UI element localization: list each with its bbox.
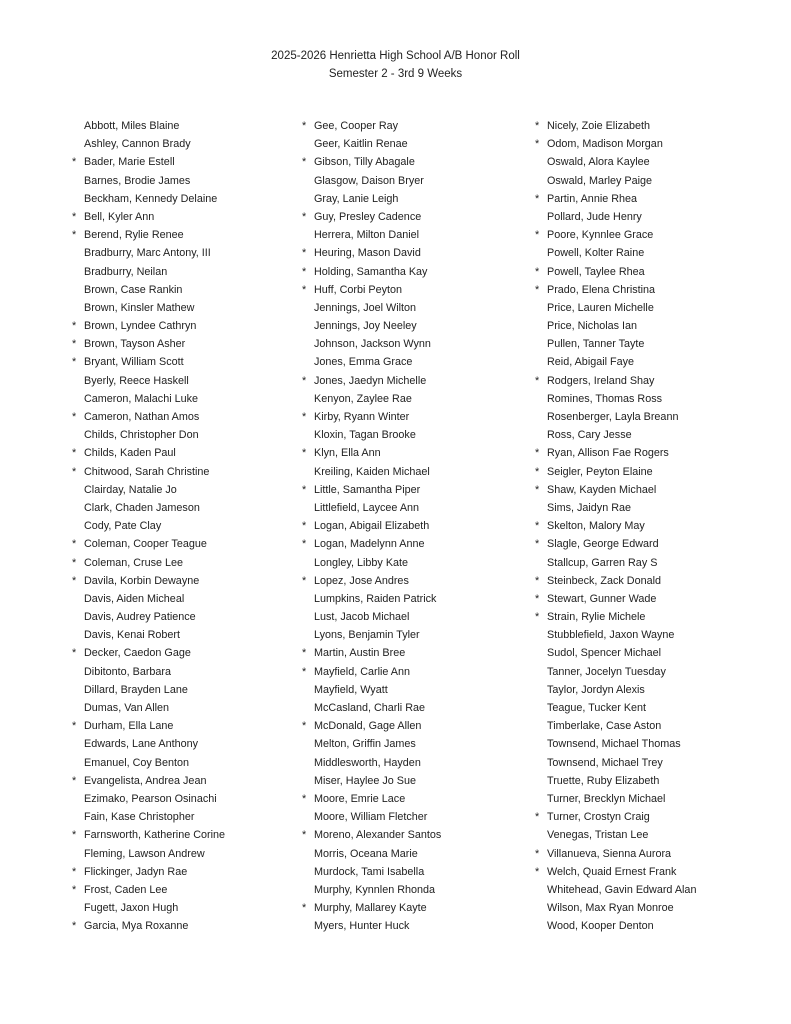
student-name: Ashley, Cannon Brady [84, 138, 191, 151]
student-name: Logan, Madelynn Anne [314, 538, 425, 551]
student-name: Murphy, Mallarey Kayte [314, 902, 427, 915]
honor-marker: * [302, 483, 307, 496]
student-name: Villanueva, Sienna Aurora [547, 847, 672, 860]
honor-marker: * [72, 774, 77, 787]
honor-marker: * [302, 283, 307, 296]
honor-marker: * [72, 883, 77, 896]
honor-marker: * [72, 556, 77, 569]
student-name: Dibitonto, Barbara [84, 665, 172, 678]
student-name: Venegas, Tristan Lee [547, 829, 649, 842]
student-name: Pollard, Jude Henry [547, 210, 642, 223]
student-name: Rosenberger, Layla Breann [547, 411, 679, 423]
honor-marker: * [72, 229, 77, 242]
document-subtitle: Semester 2 - 3rd 9 Weeks [328, 68, 463, 80]
honor-marker: * [535, 847, 540, 860]
honor-marker: * [302, 265, 307, 278]
honor-marker: * [535, 611, 540, 624]
student-name: Jennings, Joel Wilton [314, 301, 417, 314]
student-name: Cameron, Nathan Amos [84, 411, 200, 423]
student-name: Clark, Chaden Jameson [84, 501, 200, 514]
honor-marker: * [72, 465, 77, 478]
honor-marker: * [535, 283, 540, 296]
student-name: Stallcup, Garren Ray S [547, 556, 658, 569]
student-name: Little, Samantha Piper [314, 483, 421, 496]
honor-marker: * [302, 665, 307, 678]
honor-marker: * [72, 829, 77, 842]
student-name: Lopez, Jose Andres [314, 574, 409, 587]
student-name: Strain, Rylie Michele [547, 611, 646, 624]
student-name: Oswald, Marley Paige [547, 174, 653, 187]
student-name: Prado, Elena Christina [547, 283, 656, 296]
student-name: Stewart, Gunner Wade [547, 592, 657, 605]
student-name: Longley, Libby Kate [314, 556, 409, 569]
student-name: Bryant, William Scott [84, 356, 184, 369]
honor-marker: * [72, 338, 77, 351]
honor-marker: * [535, 811, 540, 824]
honor-marker: * [302, 829, 307, 842]
student-name: Childs, Christopher Don [84, 429, 199, 442]
student-name: Guy, Presley Cadence [314, 210, 422, 223]
student-name: Emanuel, Coy Benton [84, 756, 190, 769]
student-name: Ezimako, Pearson Osinachi [84, 792, 217, 805]
student-name: Middlesworth, Hayden [314, 756, 421, 769]
honor-marker: * [535, 538, 540, 551]
student-name: Shaw, Kayden Michael [547, 483, 657, 496]
student-name: Reid, Abigail Faye [547, 356, 635, 369]
student-name: Mayfield, Carlie Ann [314, 665, 411, 678]
student-name: Welch, Quaid Ernest Frank [547, 865, 677, 878]
student-name: Miser, Haylee Jo Sue [314, 774, 417, 787]
student-name: Beckham, Kennedy Delaine [84, 192, 218, 205]
student-name: Melton, Griffin James [314, 738, 416, 751]
student-name: Townsend, Michael Trey [547, 756, 663, 769]
student-name: Bell, Kyler Ann [84, 210, 155, 223]
student-name: Morris, Oceana Marie [314, 847, 418, 860]
student-name: Brown, Tayson Asher [84, 338, 186, 351]
student-name: Powell, Kolter Raine [547, 247, 645, 260]
student-name: Lyons, Benjamin Tyler [314, 629, 420, 642]
student-name: McCasland, Charli Rae [314, 702, 426, 714]
honor-marker: * [302, 720, 307, 733]
student-name: Barnes, Brodie James [84, 174, 191, 187]
student-name: Bradburry, Marc Antony, III [84, 247, 211, 260]
student-name: Poore, Kynnlee Grace [547, 229, 654, 242]
student-name: Sudol, Spencer Michael [547, 647, 662, 660]
student-name: Skelton, Malory May [547, 520, 645, 533]
document-header [0, 47, 791, 83]
student-name: Davis, Audrey Patience [84, 611, 196, 624]
student-name: Gibson, Tilly Abagale [314, 156, 415, 169]
student-name: Moore, Emrie Lace [314, 792, 406, 805]
honor-marker: * [72, 720, 77, 733]
student-name: Lumpkins, Raiden Patrick [314, 592, 437, 605]
student-name: Farnsworth, Katherine Corine [84, 829, 226, 842]
student-name: Sims, Jaidyn Rae [547, 501, 632, 514]
student-name: Fugett, Jaxon Hugh [84, 902, 179, 915]
student-name: Jones, Emma Grace [314, 356, 413, 369]
student-name: Wood, Kooper Denton [547, 920, 654, 933]
student-name: Steinbeck, Zack Donald [547, 574, 662, 587]
student-name: Edwards, Lane Anthony [84, 738, 199, 751]
student-name: Brown, Kinsler Mathew [84, 301, 195, 314]
student-name: Holding, Samantha Kay [314, 265, 428, 278]
student-name: Jones, Jaedyn Michelle [314, 374, 427, 387]
honor-marker: * [535, 465, 540, 478]
student-name: Wilson, Max Ryan Monroe [547, 902, 674, 915]
student-name: Oswald, Alora Kaylee [547, 156, 650, 169]
student-name: Gee, Cooper Ray [314, 120, 399, 132]
honor-marker: * [302, 792, 307, 805]
student-name: Seigler, Peyton Elaine [547, 465, 653, 478]
student-name: Chitwood, Sarah Christine [84, 465, 210, 478]
student-name: Nicely, Zoie Elizabeth [547, 120, 651, 132]
student-name: Whitehead, Gavin Edward Alan [547, 883, 697, 896]
student-name: Murphy, Kynnlen Rhonda [314, 883, 436, 896]
honor-marker: * [302, 447, 307, 460]
student-name: Decker, Caedon Gage [84, 647, 191, 660]
honor-marker: * [535, 592, 540, 605]
student-name: Coleman, Cooper Teague [84, 538, 207, 551]
honor-marker: * [535, 374, 540, 387]
student-name: Murdock, Tami Isabella [314, 865, 425, 878]
honor-marker: * [72, 920, 77, 933]
student-name: Brown, Case Rankin [84, 283, 183, 296]
student-name: Childs, Kaden Paul [84, 447, 176, 460]
student-name: Davila, Korbin Dewayne [84, 574, 200, 587]
student-name: Slagle, George Edward [547, 538, 659, 551]
student-name: Moore, William Fletcher [314, 811, 428, 824]
student-name: Powell, Taylee Rhea [547, 265, 645, 278]
student-name: Coleman, Cruse Lee [84, 556, 184, 569]
student-name: Timberlake, Case Aston [547, 720, 662, 733]
honor-marker: * [535, 229, 540, 242]
student-name: Clairday, Natalie Jo [84, 483, 177, 496]
student-name: Romines, Thomas Ross [547, 392, 663, 405]
honor-marker: * [72, 156, 77, 169]
student-name: Jennings, Joy Neeley [314, 320, 417, 333]
honor-marker: * [72, 356, 77, 369]
student-name: Kreiling, Kaiden Michael [314, 465, 430, 478]
honor-marker: * [302, 520, 307, 533]
student-name: Price, Nicholas Ian [547, 320, 638, 333]
student-name: Odom, Madison Morgan [547, 138, 663, 151]
student-name: Durham, Ella Lane [84, 720, 174, 733]
student-name: Tanner, Jocelyn Tuesday [547, 665, 666, 678]
student-name: Berend, Rylie Renee [84, 229, 184, 242]
student-name: Brown, Lyndee Cathryn [84, 320, 197, 333]
honor-marker: * [302, 902, 307, 915]
student-name: Fleming, Lawson Andrew [84, 847, 205, 860]
student-name: Cody, Pate Clay [84, 520, 162, 533]
student-name: Pullen, Tanner Tayte [547, 338, 645, 351]
student-name: Evangelista, Andrea Jean [84, 774, 207, 787]
student-name: Fain, Kase Christopher [84, 811, 195, 824]
honor-marker: * [535, 192, 540, 205]
student-name: Moreno, Alexander Santos [314, 829, 442, 842]
student-name: Stubblefield, Jaxon Wayne [547, 629, 675, 642]
student-name: Rodgers, Ireland Shay [547, 374, 655, 387]
honor-marker: * [72, 574, 77, 587]
student-name: Davis, Kenai Robert [84, 629, 181, 642]
honor-marker: * [302, 210, 307, 223]
student-name: Bradburry, Neilan [84, 265, 168, 278]
student-name: Townsend, Michael Thomas [547, 738, 681, 751]
student-name: Turner, Crostyn Craig [547, 811, 650, 824]
student-name: Turner, Brecklyn Michael [547, 792, 666, 805]
honor-marker: * [72, 210, 77, 223]
honor-marker: * [302, 247, 307, 260]
honor-marker: * [72, 538, 77, 551]
student-name: Teague, Tucker Kent [547, 702, 647, 714]
student-name: Davis, Aiden Micheal [84, 592, 185, 605]
student-name: Kloxin, Tagan Brooke [314, 429, 416, 442]
honor-marker: * [72, 647, 77, 660]
document-title: 2025-2026 Henrietta High School A/B Honor Roll [271, 50, 520, 62]
student-name: Martin, Austin Bree [314, 647, 406, 660]
student-name: Myers, Hunter Huck [314, 920, 410, 933]
honor-marker: * [535, 520, 540, 533]
student-name: McDonald, Gage Allen [314, 720, 422, 733]
student-name: Taylor, Jordyn Alexis [547, 683, 645, 696]
student-name: Gray, Lanie Leigh [314, 192, 399, 205]
student-name: Truette, Ruby Elizabeth [547, 774, 660, 787]
student-name: Herrera, Milton Daniel [314, 229, 420, 242]
student-name: Partin, Annie Rhea [547, 192, 638, 205]
honor-marker: * [535, 483, 540, 496]
honor-marker: * [535, 865, 540, 878]
student-name: Byerly, Reece Haskell [84, 374, 189, 387]
honor-marker: * [302, 374, 307, 387]
student-name: Geer, Kaitlin Renae [314, 138, 408, 151]
student-name: Lust, Jacob Michael [314, 611, 410, 624]
student-name: Littlefield, Laycee Ann [314, 501, 420, 514]
honor-marker: * [72, 411, 77, 423]
student-name: Flickinger, Jadyn Rae [84, 865, 188, 878]
student-name: Ross, Cary Jesse [547, 429, 632, 442]
honor-marker: * [535, 265, 540, 278]
honor-marker: * [535, 447, 540, 460]
student-name: Glasgow, Daison Bryer [314, 174, 424, 187]
student-name: Price, Lauren Michelle [547, 301, 654, 314]
honor-marker: * [72, 447, 77, 460]
student-name: Johnson, Jackson Wynn [314, 338, 431, 351]
student-name: Kenyon, Zaylee Rae [314, 392, 412, 405]
honor-marker: * [535, 574, 540, 587]
student-name: Dumas, Van Allen [84, 702, 170, 714]
student-name: Logan, Abigail Elizabeth [314, 520, 430, 533]
honor-marker: * [302, 647, 307, 660]
honor-marker: * [302, 156, 307, 169]
student-name: Bader, Marie Estell [84, 156, 175, 169]
student-name: Kirby, Ryann Winter [314, 411, 410, 423]
student-name: Abbott, Miles Blaine [84, 120, 180, 132]
honor-marker: * [302, 538, 307, 551]
student-name: Klyn, Ella Ann [314, 447, 381, 460]
student-name: Dillard, Brayden Lane [84, 683, 188, 696]
student-name: Huff, Corbi Peyton [314, 283, 403, 296]
honor-marker: * [302, 411, 307, 423]
student-name: Heuring, Mason David [314, 247, 421, 260]
student-name: Mayfield, Wyatt [314, 683, 388, 696]
student-name: Ryan, Allison Fae Rogers [547, 447, 669, 460]
honor-marker: * [302, 574, 307, 587]
honor-marker: * [535, 120, 540, 132]
honor-marker: * [72, 865, 77, 878]
student-name: Garcia, Mya Roxanne [84, 920, 189, 933]
student-name: Cameron, Malachi Luke [84, 392, 199, 405]
honor-marker: * [72, 320, 77, 333]
student-name: Frost, Caden Lee [84, 883, 168, 896]
honor-marker: * [302, 120, 307, 132]
honor-marker: * [535, 138, 540, 151]
